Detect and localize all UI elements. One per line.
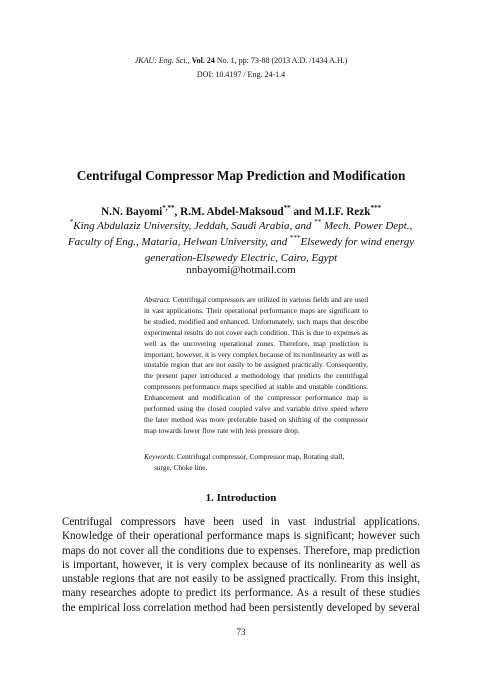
- author-name: M.I.F. Rezk: [314, 206, 371, 218]
- author-name: R.M. Abdel-Maksoud: [180, 206, 284, 218]
- journal-name: JKAU: Eng. Sci.,: [134, 56, 190, 65]
- journal-volume: Vol. 24: [191, 56, 215, 65]
- doi: DOI: 10.4197 / Eng. 24-1.4: [196, 70, 286, 79]
- keywords-line-2: surge, Choke line.: [154, 462, 208, 472]
- author-mark: *,**: [162, 204, 175, 212]
- paper-title: Centrifugal Compressor Map Prediction and Modification: [76, 168, 406, 183]
- affiliation-text: Elsewedy for wind energy generation-Elsewedy Electric, Cairo, Egypt: [144, 236, 415, 265]
- affiliation-mark: *: [69, 218, 74, 226]
- keywords-label: Keywords: [144, 452, 174, 461]
- keywords: [144, 452, 368, 474]
- author-email: nnbayomi@hotmail.com: [186, 264, 296, 276]
- author-separator: ,: [174, 206, 181, 218]
- affiliations: [62, 218, 420, 267]
- abstract: [144, 295, 368, 437]
- affiliation-text: Mech. Power Dept., Faculty of Eng., Mataria, Helwan University, and: [67, 220, 413, 249]
- section-heading: 1. Introduction: [205, 492, 277, 504]
- author-name: N.N. Bayomi: [101, 206, 163, 218]
- journal-citation: [0, 56, 482, 66]
- journal-issue-pages: No. 1, pp: 73-88 (2013 A.D. /1434 A.H.): [216, 56, 348, 65]
- author-mark: **: [283, 204, 291, 212]
- affiliation-text: King Abdulaziz University, Jeddah, Saudi Arabia, and: [73, 220, 315, 232]
- abstract-text: Centrifugal compressors are utilized in various fields and are used in vast applications. Their operational performance maps are significant to be studied, modified and enhanced. Unfortunately, such maps that describe experimental results do not cover each condition. This is due to expenses as well as the uncovering operational zones. Therefore, map prediction is important, however, it is very complex because of its nonlinearity as well as unstable region that are not easily to be assigned practically. Consequently, the present paper introduced a methodology that predicts the centrifugal compressors performance maps specified at stable and unstable conditions. Enhancement and modification of the compressor performance map is performed using the closed coupled valve and variable drive speed where the later method was more preferable based on shifting of the compressor map towards lower flow rate with less pressure drop.: [144, 295, 368, 435]
- author-separator: and: [290, 206, 315, 218]
- keywords-line-1: : Centrifugal compressor, Compressor map, Rotating stall,: [173, 452, 345, 461]
- abstract-label: Abstract.: [144, 295, 171, 304]
- page-number: 73: [236, 627, 246, 637]
- affiliation-mark: **: [314, 218, 322, 226]
- author-mark: ***: [370, 204, 381, 212]
- introduction-text: Centrifugal compressors have been used in vast industrial applications. Knowledge of their operational performance maps is significant; however such maps do not cover all the conditions due to expenses. Therefore, map prediction is important, however, it is very complex because of its nonlinearity as well as unstable regions that are not easily to be assigned practically. From this insight, many researches adopte to predict its performance. As a result of these studies the empirical loss correlation method had been persistently developed by several: [62, 516, 420, 614]
- author-list: [0, 205, 482, 219]
- affiliation-mark: ***: [290, 234, 301, 243]
